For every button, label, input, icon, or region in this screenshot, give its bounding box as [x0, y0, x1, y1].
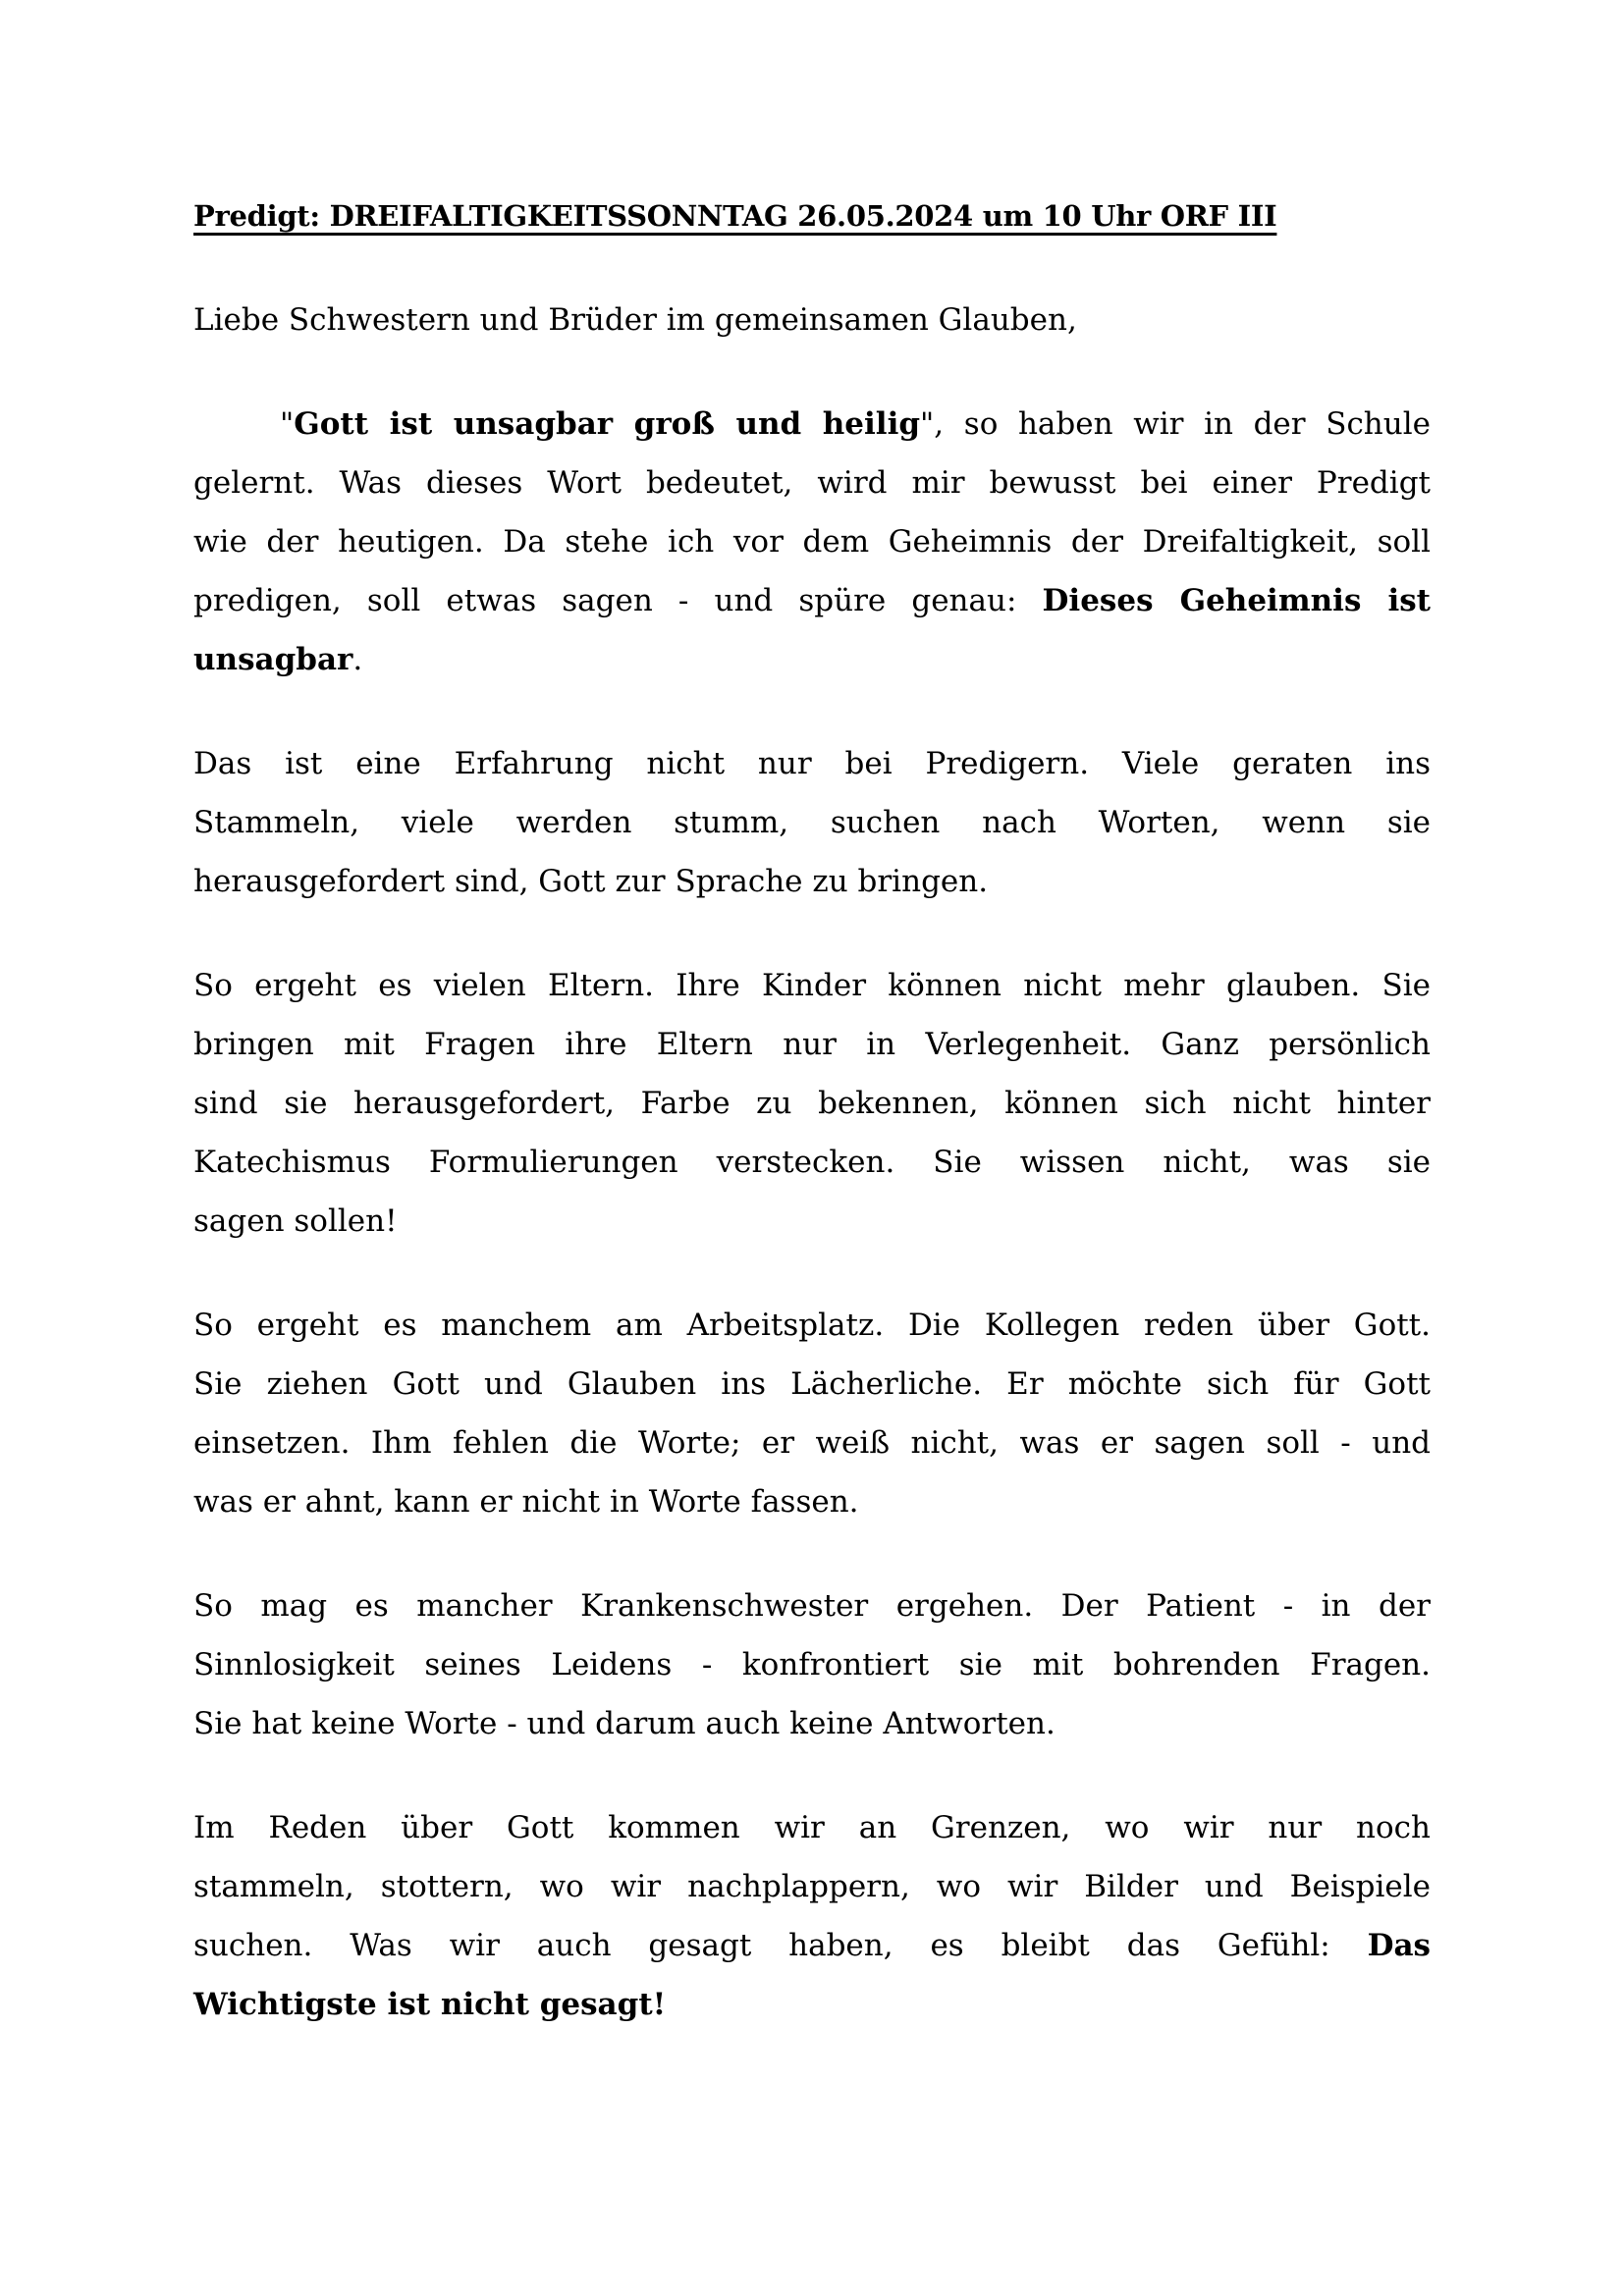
text-line — [193, 1635, 1431, 1694]
text-line — [193, 1975, 1431, 2034]
text-segment: einsetzen. Ihm fehlen die Worte; er weiß nicht, was er sagen soll - und — [193, 1425, 1431, 1461]
text-segment: So mag es mancher Krankenschwester ergehen. Der Patient - in der — [193, 1588, 1431, 1624]
bold-text-segment: unsagbar — [193, 642, 353, 677]
bold-text-segment: Dieses Geheimnis ist — [1042, 583, 1431, 618]
text-line — [193, 1074, 1431, 1133]
paragraph — [193, 1798, 1431, 2034]
paragraph — [193, 1576, 1431, 1753]
bold-text-segment: Das — [1367, 1928, 1431, 1963]
text-segment: Im Reden über Gott kommen wir an Grenzen, wo wir nur noch — [193, 1810, 1431, 1845]
text-line — [193, 1414, 1431, 1472]
bold-text-segment: Gott ist unsagbar groß und heilig — [294, 406, 921, 442]
text-segment: sind sie herausgefordert, Farbe zu bekennen, können sich nicht hinter — [193, 1086, 1431, 1121]
text-segment: Sinnlosigkeit seines Leidens - konfrontiert sie mit bohrenden Fragen. — [193, 1647, 1431, 1682]
text-segment: Stammeln, viele werden stumm, suchen nach Worten, wenn sie — [193, 805, 1431, 840]
paragraph — [193, 956, 1431, 1251]
text-segment: suchen. Was wir auch gesagt haben, es bleibt das Gefühl: — [193, 1928, 1368, 1963]
text-line — [193, 956, 1431, 1015]
text-line — [193, 1857, 1431, 1916]
bold-text-segment: Wichtigste ist nicht gesagt! — [193, 1987, 667, 2022]
text-segment: herausgefordert sind, Gott zur Sprache zu bringen. — [193, 864, 989, 899]
paragraphs — [193, 291, 1431, 2034]
text-line — [193, 734, 1431, 793]
text-line — [193, 1192, 1431, 1251]
text-segment: gelernt. Was dieses Wort bedeutet, wird mir bewusst bei einer Predigt — [193, 465, 1431, 501]
text-line — [193, 291, 1431, 349]
document-body — [193, 187, 1431, 2034]
text-segment: . — [352, 642, 363, 677]
text-line — [193, 1296, 1431, 1355]
text-line — [193, 1015, 1431, 1074]
text-segment: was er ahnt, kann er nicht in Worte fassen. — [193, 1484, 859, 1520]
text-segment: Sie ziehen Gott und Glauben ins Lächerliche. Er möchte sich für Gott — [193, 1366, 1431, 1402]
paragraph — [193, 395, 1431, 689]
text-line — [193, 793, 1431, 852]
text-line — [193, 1133, 1431, 1192]
document-title — [193, 187, 1431, 245]
text-segment: wie der heutigen. Da stehe ich vor dem Geheimnis der Dreifaltigkeit, soll — [193, 524, 1431, 560]
text-line — [193, 571, 1431, 630]
text-line — [193, 395, 1431, 454]
text-segment: So ergeht es vielen Eltern. Ihre Kinder können nicht mehr glauben. Sie — [193, 968, 1431, 1003]
text-line — [193, 852, 1431, 911]
paragraph — [193, 1296, 1431, 1531]
text-segment: bringen mit Fragen ihre Eltern nur in Verlegenheit. Ganz persönlich — [193, 1027, 1431, 1062]
text-line — [193, 1576, 1431, 1635]
text-line — [193, 512, 1431, 571]
text-line — [193, 1916, 1431, 1975]
text-line — [193, 630, 1431, 689]
paragraph — [193, 291, 1431, 349]
text-line — [193, 1355, 1431, 1414]
text-line — [193, 454, 1431, 512]
paragraph — [193, 734, 1431, 911]
text-segment: Katechismus Formulierungen verstecken. Sie wissen nicht, was sie — [193, 1145, 1431, 1180]
text-line — [193, 1694, 1431, 1753]
text-segment: stammeln, stottern, wo wir nachplappern, wo wir Bilder und Beispiele — [193, 1869, 1431, 1904]
text-segment: sagen sollen! — [193, 1203, 398, 1239]
text-segment: ", so haben wir in der Schule — [920, 406, 1431, 442]
text-segment: predigen, soll etwas sagen - und spüre genau: — [193, 583, 1043, 618]
text-segment: Liebe Schwestern und Brüder im gemeinsamen Glauben, — [193, 302, 1077, 338]
text-segment: So ergeht es manchem am Arbeitsplatz. Die Kollegen reden über Gott. — [193, 1308, 1431, 1343]
document-title-text: Predigt: DREIFALTIGKEITSSONNTAG 26.05.2024 um 10 Uhr ORF III — [193, 199, 1277, 233]
text-line — [193, 1798, 1431, 1857]
text-segment: Das ist eine Erfahrung nicht nur bei Predigern. Viele geraten ins — [193, 746, 1431, 781]
text-line — [193, 1472, 1431, 1531]
text-segment: Sie hat keine Worte - und darum auch keine Antworten. — [193, 1706, 1056, 1741]
text-segment: " — [280, 406, 295, 442]
